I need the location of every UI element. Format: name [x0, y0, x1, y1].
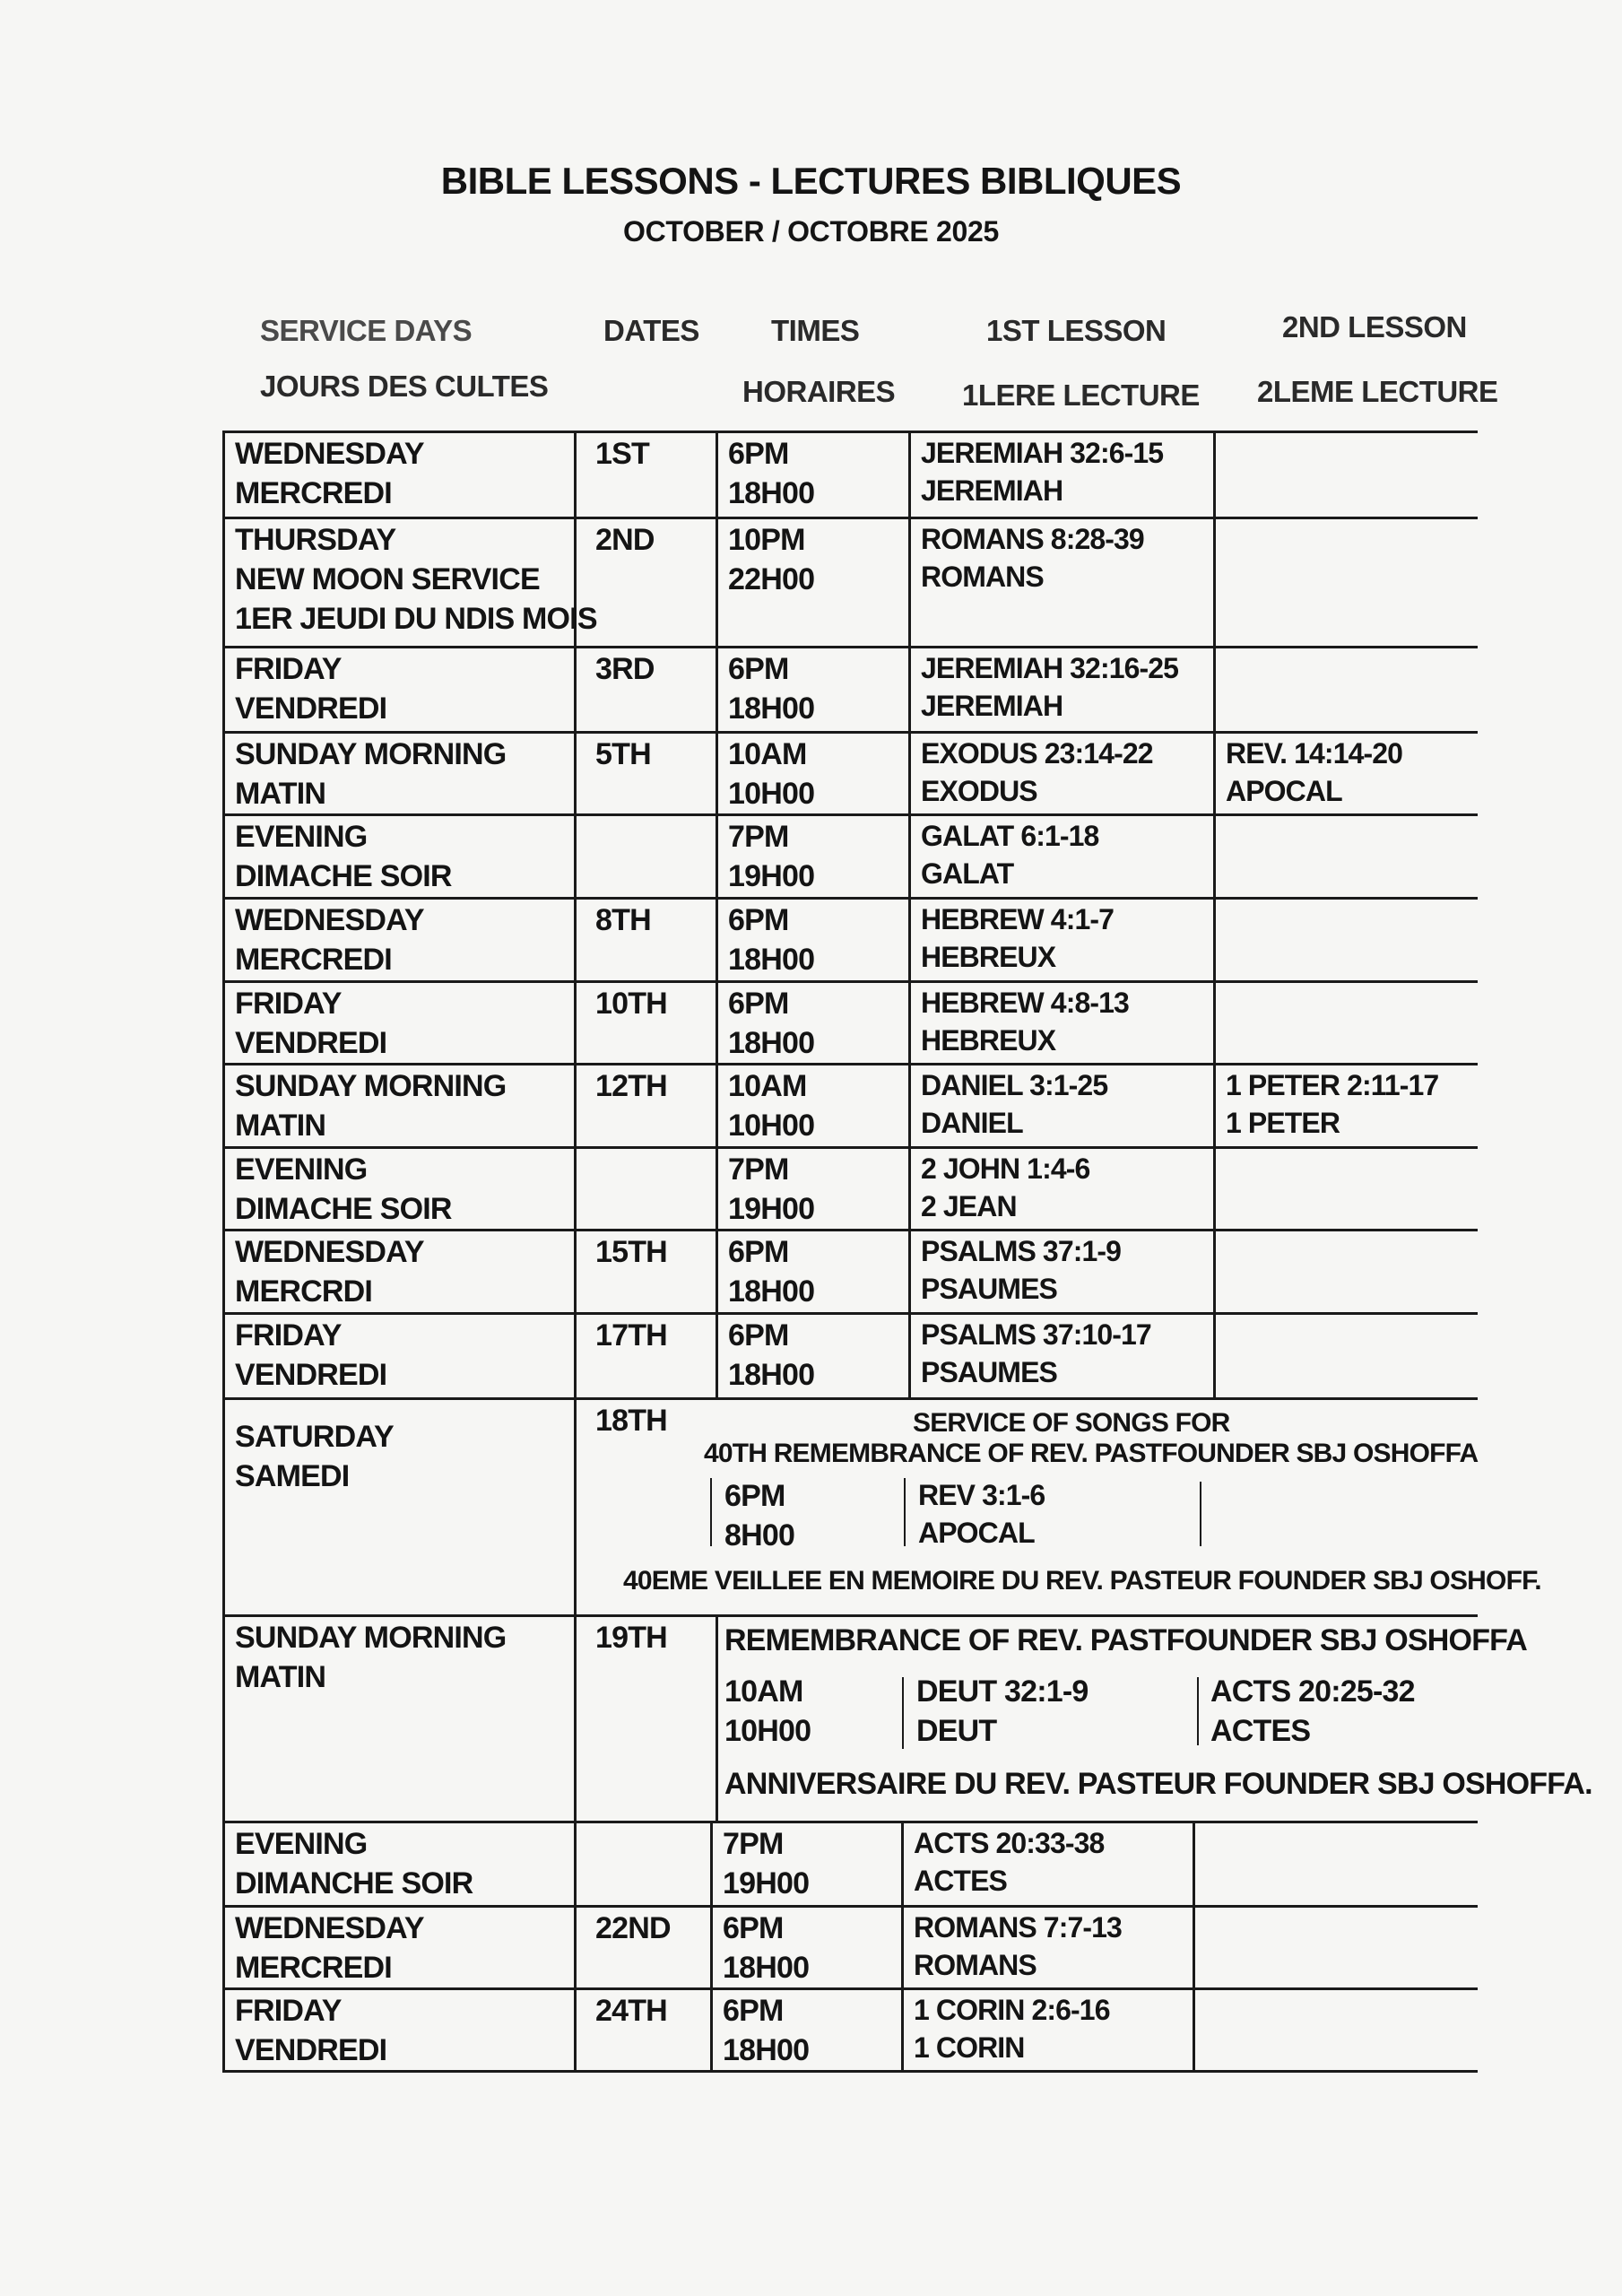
column-divider: [574, 1987, 577, 2070]
column-divider: [574, 1229, 577, 1312]
column-divider: [574, 731, 577, 813]
column-divider: [716, 980, 718, 1063]
lesson1-cell-line: 1 CORIN 2:6-16: [914, 1994, 1110, 2026]
time-cell-line: 22H00: [728, 562, 815, 596]
lesson1-cell-line: PSALMS 37:1-9: [921, 1235, 1122, 1267]
lesson1-cell-line: 2 JOHN 1:4-6: [921, 1152, 1090, 1185]
header-dates: DATES: [603, 314, 699, 347]
lesson1-cell: [914, 1991, 1110, 2066]
column-divider: [716, 813, 718, 897]
time-cell-line: 18H00: [728, 1026, 815, 1060]
time-cell-line: 6PM: [723, 1911, 784, 1945]
document-title: BIBLE LESSONS - LECTURES BIBLIQUES: [440, 160, 1182, 202]
service-day-cell-line: WEDNESDAY: [235, 1235, 424, 1269]
time-cell-line: 6PM: [728, 987, 789, 1021]
column-divider: [908, 1229, 911, 1312]
lesson1-cell-line: ACTES: [914, 1865, 1007, 1897]
service-day-cell: [235, 1991, 386, 2070]
sunday-heading: REMEMBRANCE OF REV. PASTFOUNDER SBJ OSHOFFA: [724, 1623, 1528, 1657]
column-divider: [574, 897, 577, 980]
lesson1-cell-line: 2 JEAN: [921, 1190, 1017, 1222]
column-divider: [908, 813, 911, 897]
header-service-days-fr: JOURS DES CULTES: [260, 370, 549, 403]
column-divider: [574, 1146, 577, 1229]
time-cell: [728, 1316, 814, 1395]
time-cell: [728, 817, 814, 896]
service-day-cell: [235, 984, 386, 1063]
lesson1-cell-line: JEREMIAH 32:16-25: [921, 652, 1179, 684]
time-cell-line: 19H00: [728, 859, 815, 893]
time-cell-line: 10PM: [728, 523, 805, 557]
lesson1-cell: [921, 984, 1129, 1059]
column-divider: [901, 1821, 904, 1905]
time-cell: [728, 520, 814, 599]
lesson1-cell-line: PSAUMES: [921, 1273, 1057, 1305]
service-day-cell-line: MERCREDI: [235, 1951, 392, 1985]
service-day-cell: [235, 900, 424, 979]
row-divider: [222, 813, 1478, 816]
service-day-cell-line: THURSDAY: [235, 523, 396, 557]
date-cell: 1ST: [595, 437, 649, 471]
header-times: TIMES: [771, 314, 860, 347]
column-divider: [908, 1312, 911, 1397]
saturday-heading: SERVICE OF SONGS FOR: [913, 1408, 1230, 1438]
saturday-heading-remembrance: 40TH REMEMBRANCE OF REV. PASTFOUNDER SBJ OSHOFFA: [704, 1439, 1479, 1468]
lesson1-cell: [914, 1909, 1122, 1984]
service-day-cell-line: SUNDAY MORNING: [235, 737, 507, 771]
column-divider: [716, 646, 718, 731]
header-service-days: SERVICE DAYS: [260, 314, 473, 347]
service-day-cell: [235, 1618, 506, 1697]
time-cell-line: 18H00: [728, 1358, 815, 1392]
row-divider: [222, 1229, 1478, 1231]
lesson1-cell: [921, 649, 1178, 725]
lesson2-cell-line: 1 PETER: [1226, 1107, 1340, 1139]
time-cell-line: 10H00: [728, 1109, 815, 1143]
lesson1-cell: [918, 1476, 1045, 1552]
lesson1-cell-line: ROMANS 8:28-39: [921, 523, 1144, 555]
column-divider: [574, 430, 577, 517]
lesson1-cell-line: ROMANS: [921, 561, 1044, 593]
time-cell-line: 18H00: [728, 691, 815, 726]
service-day-cell: [235, 1316, 386, 1395]
time-cell: [728, 735, 814, 813]
table-top-border: [222, 430, 1478, 433]
service-day-cell: [235, 520, 597, 639]
lesson1-cell-line: JEREMIAH 32:6-15: [921, 437, 1164, 469]
column-divider: [1213, 731, 1216, 813]
column-divider: [1213, 1312, 1216, 1397]
row-divider: [222, 1063, 1478, 1065]
service-day-cell-line: NEW MOON SERVICE: [235, 562, 540, 596]
column-divider: [716, 897, 718, 980]
date-cell: 22ND: [595, 1911, 671, 1945]
service-day-cell-line: 1ER JEUDI DU NDIS MOIS: [235, 602, 597, 636]
lesson1-cell-line: DANIEL: [921, 1107, 1023, 1139]
lesson1-cell-line: DEUT 32:1-9: [916, 1674, 1089, 1709]
column-divider: [574, 1905, 577, 1987]
row-divider: [222, 1146, 1478, 1149]
lesson2-cell-line: REV. 14:14-20: [1226, 737, 1403, 770]
column-divider: [716, 517, 718, 646]
service-day-cell: [235, 1232, 424, 1311]
lesson1-cell-line: ROMANS: [914, 1949, 1037, 1981]
lesson1-cell-line: ROMANS 7:7-13: [914, 1911, 1122, 1944]
column-divider: [716, 1312, 718, 1397]
time-cell: [723, 1909, 809, 1987]
lesson1-cell: [921, 900, 1114, 976]
lesson1-cell-line: DANIEL 3:1-25: [921, 1069, 1108, 1101]
lesson1-cell: [921, 1232, 1121, 1308]
lesson1-cell-line: PSAUMES: [921, 1356, 1057, 1388]
time-cell: [728, 984, 814, 1063]
column-divider: [908, 897, 911, 980]
column-divider: [1213, 813, 1216, 897]
column-divider: [716, 1146, 718, 1229]
column-divider: [1213, 517, 1216, 646]
sunday-separator: [902, 1677, 904, 1749]
time-cell-line: 8H00: [724, 1518, 795, 1552]
service-day-cell: [235, 1066, 506, 1145]
date-cell: 12TH: [595, 1069, 667, 1103]
column-divider: [574, 1821, 577, 1905]
column-divider: [574, 813, 577, 897]
date-cell: 3RD: [595, 652, 655, 686]
column-divider: [908, 1063, 911, 1146]
time-cell-line: 10AM: [724, 1674, 803, 1709]
column-divider: [908, 980, 911, 1063]
column-divider: [716, 731, 718, 813]
column-divider: [1193, 1821, 1195, 1905]
row-divider: [222, 1312, 1478, 1315]
service-day-cell-line: EVENING: [235, 820, 368, 854]
saturday-separator: [710, 1478, 712, 1546]
time-cell-line: 6PM: [728, 1235, 789, 1269]
service-day-cell-line: VENDREDI: [235, 2033, 387, 2067]
lesson1-cell-line: DEUT: [916, 1714, 997, 1748]
time-cell: [724, 1476, 794, 1555]
column-divider: [710, 1821, 713, 1905]
time-cell-line: 10H00: [724, 1714, 811, 1748]
lesson1-cell-line: EXODUS: [921, 775, 1037, 807]
sunday-footer: ANNIVERSAIRE DU REV. PASTEUR FOUNDER SBJ OSHOFFA.: [724, 1767, 1592, 1801]
service-day-cell-line: MERCREDI: [235, 943, 392, 977]
service-day-cell-line: MATIN: [235, 777, 326, 811]
row-divider: [222, 731, 1478, 734]
time-cell-line: 6PM: [724, 1479, 785, 1513]
service-day-cell: [235, 434, 424, 513]
header-lesson1-fr: 1LERE LECTURE: [962, 378, 1200, 412]
service-day-cell: [235, 735, 506, 813]
service-day-cell-line: MERCRDI: [235, 1274, 373, 1309]
time-cell: [724, 1672, 811, 1751]
date-cell: 17TH: [595, 1318, 667, 1352]
lesson2-cell-line: APOCAL: [1226, 775, 1342, 807]
lesson1-cell-line: GALAT: [921, 857, 1014, 890]
service-day-cell-line: DIMACHE SOIR: [235, 859, 452, 893]
lesson1-cell: [921, 1150, 1089, 1225]
lesson2-cell: [1226, 1066, 1438, 1142]
service-day-cell-line: WEDNESDAY: [235, 903, 424, 937]
service-day-cell: [235, 1150, 452, 1229]
header-lesson2-fr: 2LEME LECTURE: [1257, 375, 1498, 408]
saturday-separator: [1200, 1482, 1201, 1546]
row-divider: [222, 2070, 1478, 2073]
column-divider: [574, 646, 577, 731]
service-day-cell-line: WEDNESDAY: [235, 1911, 424, 1945]
saturday-footer: 40EME VEILLEE EN MEMOIRE DU REV. PASTEUR FOUNDER SBJ OSHOFF.: [623, 1566, 1541, 1596]
saturday-separator: [904, 1478, 906, 1546]
row-divider: [222, 1397, 1478, 1400]
lesson1-cell-line: JEREMIAH: [921, 690, 1063, 722]
service-day-cell-line: FRIDAY: [235, 987, 342, 1021]
service-day-cell-line: FRIDAY: [235, 1318, 342, 1352]
row-divider: [222, 897, 1478, 900]
lesson2-cell-line: ACTS 20:25-32: [1210, 1674, 1415, 1709]
column-divider: [908, 646, 911, 731]
service-day-cell: [235, 649, 386, 728]
column-divider: [1213, 1146, 1216, 1229]
time-cell-line: 18H00: [723, 2033, 810, 2067]
time-cell-line: 10AM: [728, 737, 807, 771]
service-day-cell-line: DIMANCHE SOIR: [235, 1866, 473, 1900]
column-divider: [710, 1987, 713, 2070]
service-day-cell-line: VENDREDI: [235, 1358, 387, 1392]
time-cell-line: 6PM: [728, 437, 789, 471]
column-divider: [1193, 1905, 1195, 1987]
time-cell-line: 10AM: [728, 1069, 807, 1103]
column-divider: [908, 517, 911, 646]
date-cell: 24TH: [595, 1994, 667, 2028]
lesson1-cell: [921, 434, 1163, 509]
lesson1-cell-line: EXODUS 23:14-22: [921, 737, 1153, 770]
service-day-cell-line: SUNDAY MORNING: [235, 1621, 507, 1655]
date-cell: 15TH: [595, 1235, 667, 1269]
date-cell: 18TH: [595, 1404, 667, 1438]
lesson1-cell-line: HEBREUX: [921, 1024, 1056, 1057]
lesson1-cell: [921, 817, 1098, 892]
column-divider: [574, 1312, 577, 1397]
time-cell: [728, 434, 814, 513]
lesson1-cell: [916, 1672, 1088, 1751]
column-divider: [1213, 980, 1216, 1063]
header-lesson2: 2ND LESSON: [1282, 310, 1467, 344]
column-divider: [1213, 897, 1216, 980]
column-divider: [716, 1229, 718, 1312]
row-divider: [222, 1821, 1478, 1823]
column-divider: [901, 1987, 904, 2070]
service-day-cell-line: EVENING: [235, 1152, 368, 1187]
time-cell-line: 7PM: [728, 1152, 789, 1187]
time-cell: [723, 1824, 809, 1903]
lesson1-cell-line: GALAT 6:1-18: [921, 820, 1099, 852]
column-divider: [1193, 1987, 1195, 2070]
column-divider: [574, 1397, 577, 1614]
column-divider: [1213, 646, 1216, 731]
date-cell: 19TH: [595, 1621, 667, 1655]
time-cell-line: 6PM: [723, 1994, 784, 2028]
column-divider: [716, 1614, 718, 1821]
lesson1-cell: [921, 520, 1144, 596]
lesson2-cell: [1226, 735, 1402, 810]
service-day-cell: [235, 817, 452, 896]
time-cell-line: 18H00: [728, 1274, 815, 1309]
time-cell: [728, 1232, 814, 1311]
time-cell-line: 7PM: [728, 820, 789, 854]
date-cell: 5TH: [595, 737, 651, 771]
column-divider: [901, 1905, 904, 1987]
header-lesson1: 1ST LESSON: [986, 314, 1167, 347]
time-cell: [728, 1150, 814, 1229]
column-divider: [574, 1614, 577, 1821]
lesson1-cell-line: JEREMIAH: [921, 474, 1063, 507]
service-day-cell-line: MATIN: [235, 1109, 326, 1143]
time-cell: [723, 1991, 809, 2070]
service-day-cell-line: FRIDAY: [235, 652, 342, 686]
service-day-cell-line: SUNDAY MORNING: [235, 1069, 507, 1103]
lesson2-cell-line: 1 PETER 2:11-17: [1226, 1069, 1439, 1101]
column-divider: [716, 1063, 718, 1146]
column-divider: [710, 1905, 713, 1987]
lesson2-cell-line: ACTES: [1210, 1714, 1311, 1748]
service-day-cell-line: EVENING: [235, 1827, 368, 1861]
lesson1-cell: [921, 1066, 1107, 1142]
lesson1-cell-line: REV 3:1-6: [918, 1479, 1045, 1511]
service-day-cell: [235, 1824, 473, 1903]
lesson1-cell: [921, 735, 1153, 810]
time-cell-line: 19H00: [723, 1866, 810, 1900]
row-divider: [222, 517, 1478, 519]
lesson2-cell: [1210, 1672, 1415, 1751]
service-day-cell-line: MATIN: [235, 1660, 326, 1694]
date-cell: 10TH: [595, 987, 667, 1021]
service-day-cell: [235, 1417, 394, 1496]
column-divider: [908, 430, 911, 517]
lesson1-cell-line: ACTS 20:33-38: [914, 1827, 1105, 1859]
time-cell-line: 7PM: [723, 1827, 784, 1861]
service-day-cell-line: SATURDAY: [235, 1420, 394, 1454]
column-divider: [1213, 1229, 1216, 1312]
column-divider: [574, 1063, 577, 1146]
column-divider: [574, 980, 577, 1063]
row-divider: [222, 646, 1478, 648]
time-cell-line: 10H00: [728, 777, 815, 811]
lesson1-cell: [914, 1824, 1104, 1900]
time-cell: [728, 649, 814, 728]
time-cell-line: 6PM: [728, 1318, 789, 1352]
row-divider: [222, 1987, 1478, 1990]
lesson1-cell-line: PSALMS 37:10-17: [921, 1318, 1151, 1351]
time-cell-line: 19H00: [728, 1192, 815, 1226]
service-day-cell-line: FRIDAY: [235, 1994, 342, 2028]
column-divider: [1213, 430, 1216, 517]
lesson1-cell: [921, 1316, 1151, 1391]
table-left-border: [222, 430, 225, 2073]
lesson1-cell-line: HEBREW 4:8-13: [921, 987, 1129, 1019]
service-day-cell: [235, 1909, 424, 1987]
lesson1-cell-line: HEBREW 4:1-7: [921, 903, 1115, 935]
row-divider: [222, 1614, 1478, 1617]
row-divider: [222, 980, 1478, 983]
service-day-cell-line: DIMACHE SOIR: [235, 1192, 452, 1226]
time-cell-line: 6PM: [728, 903, 789, 937]
time-cell: [728, 1066, 814, 1145]
lesson1-cell-line: 1 CORIN: [914, 2031, 1025, 2064]
date-cell: 2ND: [595, 523, 655, 557]
header-times-fr: HORAIRES: [742, 375, 896, 408]
column-divider: [908, 731, 911, 813]
time-cell-line: 6PM: [728, 652, 789, 686]
service-day-cell-line: SAMEDI: [235, 1459, 350, 1493]
column-divider: [716, 430, 718, 517]
service-day-cell-line: MERCREDI: [235, 476, 392, 510]
row-divider: [222, 1905, 1478, 1908]
time-cell-line: 18H00: [723, 1951, 810, 1985]
document-subtitle: OCTOBER / OCTOBRE 2025: [623, 215, 999, 248]
time-cell-line: 18H00: [728, 476, 815, 510]
column-divider: [908, 1146, 911, 1229]
sunday-separator: [1197, 1677, 1199, 1745]
date-cell: 8TH: [595, 903, 651, 937]
lesson1-cell-line: APOCAL: [918, 1517, 1035, 1549]
column-divider: [1213, 1063, 1216, 1146]
time-cell: [728, 900, 814, 979]
service-day-cell-line: WEDNESDAY: [235, 437, 424, 471]
service-day-cell-line: VENDREDI: [235, 1026, 387, 1060]
time-cell-line: 18H00: [728, 943, 815, 977]
service-day-cell-line: VENDREDI: [235, 691, 387, 726]
lesson1-cell-line: HEBREUX: [921, 941, 1056, 973]
